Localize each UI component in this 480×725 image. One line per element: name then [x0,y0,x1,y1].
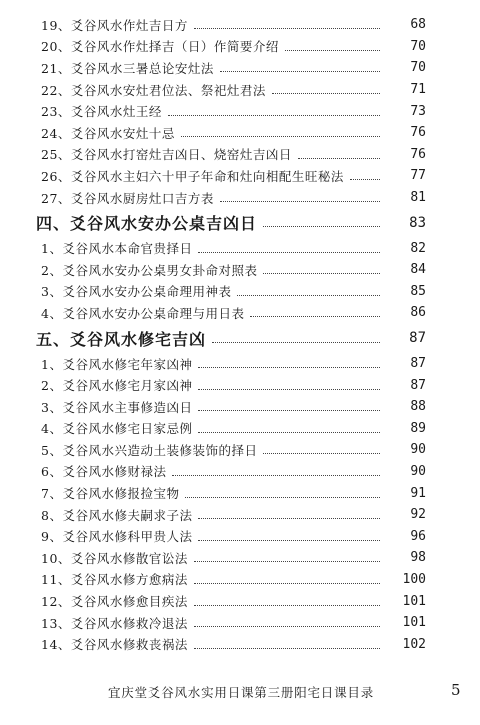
entry-page-number: 90 [410,463,426,479]
entry-page-number: 84 [410,262,426,278]
dot-leader [298,158,380,159]
entry-title: 25、爻谷风水打窑灶吉凶日、烧窑灶吉凶日 [41,147,292,163]
entry-page-number: 87 [410,377,426,393]
entry-page-number: 96 [410,528,426,544]
entry-title: 11、爻谷风水修方愈病法 [41,572,188,588]
toc-entry [0,353,480,375]
dot-leader [194,561,380,562]
dot-leader [194,28,380,29]
toc-entry [0,100,480,122]
entry-page-number: 73 [410,103,426,119]
toc-entry [0,633,480,655]
dot-leader [194,626,380,627]
dot-leader [220,201,380,202]
dot-leader [220,71,380,72]
entry-title: 26、爻谷风水主妇六十甲子年命和灶向相配生旺秘法 [41,168,344,184]
dot-leader [263,273,380,274]
entry-page-number: 98 [410,550,426,566]
toc-entry [0,547,480,569]
entry-title: 6、爻谷风水修财禄法 [41,464,167,480]
entry-title: 5、爻谷风水兴造动土装修装饰的择日 [41,442,258,458]
toc-entry [0,504,480,526]
toc-section-heading [0,208,480,237]
toc-entry [0,122,480,144]
entry-page-number: 76 [410,125,426,141]
toc-entry [0,612,480,634]
entry-title: 12、爻谷风水修愈目疾法 [41,594,188,610]
dot-leader [172,475,380,476]
entry-title: 13、爻谷风水修救冷退法 [41,615,188,631]
dot-leader [198,432,380,433]
page-footer [0,683,480,703]
entry-page-number: 85 [410,283,426,299]
entry-title: 23、爻谷风水灶王经 [41,104,162,120]
entry-title: 1、爻谷风水本命官贵择日 [41,241,193,257]
dot-leader [168,115,380,116]
entry-title: 22、爻谷风水安灶君位法、祭祀灶君法 [41,82,266,98]
dot-leader [198,518,380,519]
entry-title: 24、爻谷风水安灶十忌 [41,125,175,141]
toc-entry [0,525,480,547]
dot-leader [212,342,380,343]
entry-page-number: 76 [410,146,426,162]
toc-entry [0,57,480,79]
dot-leader [263,453,380,454]
dot-leader [237,295,380,296]
toc-entry [0,237,480,259]
entry-title: 3、爻谷风水主事修造凶日 [41,399,193,415]
footer-title: 宜庆堂爻谷风水实用日课第三册阳宅日课目录 [108,685,375,700]
entry-title: 8、爻谷风水修夫嗣求子法 [41,507,193,523]
entry-title: 19、爻谷风水作灶吉日方 [41,17,188,33]
toc-entry [0,144,480,166]
toc-entry [0,396,480,418]
toc-entry [0,569,480,591]
entry-page-number: 100 [402,571,426,587]
entry-page-number: 87 [410,356,426,372]
entry-title: 10、爻谷风水修散官讼法 [41,550,188,566]
dot-leader [350,179,380,180]
entry-title: 4、爻谷风水安办公桌命理与用日表 [41,305,245,321]
toc-entry [0,259,480,281]
toc-entry [0,439,480,461]
toc-entry [0,36,480,58]
dot-leader [198,367,380,368]
section-title: 四、爻谷风水安办公桌吉凶日 [36,214,258,234]
page-number: 5 [451,681,461,699]
toc-entry [0,482,480,504]
entry-page-number: 83 [409,214,426,231]
toc-entry [0,302,480,324]
entry-page-number: 101 [402,615,426,631]
entry-page-number: 81 [410,190,426,206]
entry-page-number: 71 [410,82,426,98]
dot-leader [198,410,380,411]
toc-section-heading [0,324,480,353]
entry-title: 3、爻谷风水安办公桌命理用神表 [41,284,232,300]
dot-leader [181,136,380,137]
table-of-contents [0,14,480,655]
entry-title: 14、爻谷风水修救丧祸法 [41,637,188,653]
entry-page-number: 86 [410,305,426,321]
toc-entry [0,374,480,396]
dot-leader [263,226,380,227]
entry-title: 2、爻谷风水安办公桌男女卦命对照表 [41,262,258,278]
entry-page-number: 70 [410,60,426,76]
entry-page-number: 77 [410,168,426,184]
toc-entry [0,281,480,303]
entry-page-number: 87 [409,330,426,347]
dot-leader [285,50,380,51]
entry-title: 2、爻谷风水修宅月家凶神 [41,378,193,394]
entry-title: 21、爻谷风水三暑总论安灶法 [41,60,214,76]
dot-leader [198,252,380,253]
toc-entry [0,14,480,36]
entry-page-number: 70 [410,38,426,54]
toc-entry [0,461,480,483]
entry-page-number: 88 [410,399,426,415]
entry-page-number: 101 [402,593,426,609]
entry-title: 9、爻谷风水修科甲贵人法 [41,529,193,545]
entry-title: 4、爻谷风水修宅日家忌例 [41,421,193,437]
entry-page-number: 68 [410,17,426,33]
dot-leader [250,316,380,317]
entry-page-number: 82 [410,240,426,256]
entry-title: 1、爻谷风水修宅年家凶神 [41,356,193,372]
dot-leader [198,540,380,541]
entry-title: 27、爻谷风水厨房灶口吉方表 [41,190,214,206]
toc-entry [0,187,480,209]
dot-leader [272,93,380,94]
dot-leader [194,648,380,649]
entry-title: 7、爻谷风水修报捡宝物 [41,486,180,502]
entry-page-number: 90 [410,442,426,458]
section-title: 五、爻谷风水修宅吉凶 [36,329,207,349]
dot-leader [194,583,380,584]
toc-entry [0,418,480,440]
entry-title: 20、爻谷风水作灶择吉（日）作简要介绍 [41,39,279,55]
toc-entry [0,79,480,101]
dot-leader [198,389,380,390]
entry-page-number: 102 [402,636,426,652]
dot-leader [185,497,380,498]
toc-entry [0,590,480,612]
entry-page-number: 91 [410,485,426,501]
toc-entry [0,165,480,187]
entry-page-number: 89 [410,420,426,436]
dot-leader [194,605,380,606]
entry-page-number: 92 [410,507,426,523]
